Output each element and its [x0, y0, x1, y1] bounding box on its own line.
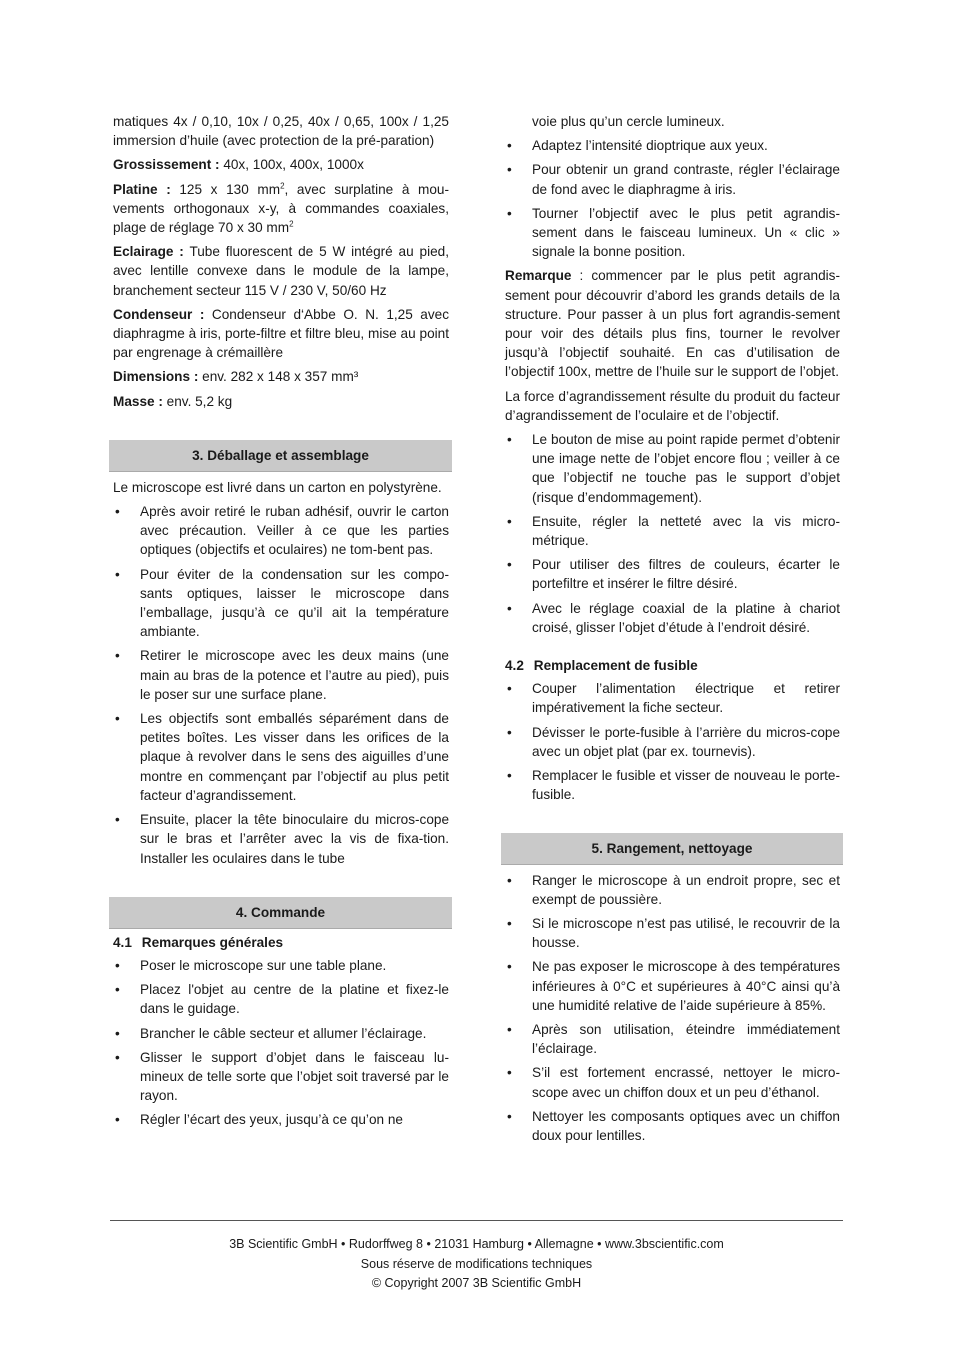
- section-5-list: [505, 871, 840, 1146]
- spec-dimensions: Dimensions : env. 282 x 148 x 357 mm³: [113, 369, 359, 385]
- list-continuation: voie plus qu’un cercle lumineux.: [532, 114, 725, 129]
- section-3-intro: Le microscope est livré dans un carton en polystyrène.: [113, 479, 442, 495]
- list-item: • Glisser le support d’objet dans le faisceau lu-mineux de telle sorte que l’objet soit traversé par le rayon.: [113, 1048, 449, 1106]
- list-item: • Avec le réglage coaxial de la platine à chariot croisé, glisser l’objet d’étude à l’endroit désiré.: [505, 599, 840, 637]
- spec-grossissement: Grossissement : 40x, 100x, 400x, 1000x: [113, 157, 364, 173]
- spec-eclairage: Eclairage : Tube fluorescent de 5 W intégré au pied, avec lentille convexe dans le module de la lampe, branchement secteur 115 V / 230 V, 50/60 Hz: [113, 244, 449, 298]
- section-3-list: [113, 502, 449, 868]
- list-item: • Tourner l’objectif avec le plus petit agrandis-sement dans le faisceau lumineux. Un « clic » signale la bonne position.: [505, 204, 840, 262]
- list-item: • Placez l'objet au centre de la platine et fixez-le dans le guidage.: [113, 980, 449, 1018]
- list-item: • Remplacer le fusible et visser de nouveau le porte-fusible.: [505, 766, 840, 804]
- list-item: • Couper l’alimentation électrique et retirer impérativement la fiche secteur.: [505, 679, 840, 717]
- section-4-1-list: [113, 956, 449, 1130]
- list-item: • Retirer le microscope avec les deux mains (une main au bras de la potence et l’autre au pied), puis le poser sur une surface plane.: [113, 646, 449, 704]
- list-item: • Pour éviter de la condensation sur les compo-sants optiques, laisser le microscope dans l’emballage, jusqu’à ce qu’il ait la température ambiante.: [113, 565, 449, 642]
- list-item: • Brancher le câble secteur et allumer l’éclairage.: [113, 1024, 449, 1043]
- footer-notice: Sous réserve de modifications techniques: [360, 1256, 593, 1271]
- section-3-heading: 3. Déballage et assemblage: [109, 440, 452, 472]
- list-item: • Pour utiliser des filtres de couleurs, écarter le portefiltre et insérer le filtre désiré.: [505, 555, 840, 593]
- list-item: • Les objectifs sont emballés séparément dans de petites boîtes. Les visser dans les orifices de la plaque à revolver dans le sens des aiguilles d’une montre en commençant par l’objectif au plus petit facteur d’agrandissement.: [113, 709, 449, 805]
- list-item: • Ensuite, régler la netteté avec la vis micro-métrique.: [505, 512, 840, 550]
- remarque-paragraph: Remarque : commencer par le plus petit agrandis-sement pour découvrir d’abord les grands details de la structure. Pour passer à un plus fort agrandis-sement pour voir des détails plus fins, tourner le revolver jusqu’à l’objectif souhaité. En cas d’utilisation de l’objectif 100x, mettre de l’huile sur le support de l’objet.: [505, 268, 840, 380]
- spec-platine: Platine : 125 x 130 $mm^2$, avec surplatine à mou-vements orthogonaux x-y, à commandes coaxiales, plage de réglage 70 x 30 $mm^2$: [113, 181, 450, 236]
- list-item: • S’il est fortement encrassé, nettoyer le micro-scope avec un chiffon doux et un peu d’éthanol.: [505, 1063, 840, 1101]
- force-paragraph: La force d’agrandissement résulte du produit du facteur d’agrandissement de l’oculaire et de l’objectif.: [505, 388, 840, 423]
- list-item: • Pour obtenir un grand contraste, régler l’éclairage de fond avec le diaphragme à iris.: [505, 160, 840, 198]
- list-item: • Si le microscope n’est pas utilisé, le recouvrir de la housse.: [505, 914, 840, 952]
- list-item: • Poser le microscope sur une table plane.: [113, 956, 449, 975]
- list-item: • Ranger le microscope à un endroit propre, sec et exempt de poussière.: [505, 871, 840, 909]
- spec-condenseur: Condenseur : Condenseur d‘Abbe O. N. 1,25 avec diaphragme à iris, porte-filtre et filtre bleu, mise au point par engrenage à crémaillère: [113, 306, 450, 361]
- list-item: • Régler l’écart des yeux, jusqu’à ce qu’on ne: [113, 1110, 449, 1129]
- footer-address: 3B Scientific GmbH • Rudorffweg 8 • 21031 Hamburg • Allemagne • www.3bscientific.com: [229, 1237, 724, 1251]
- list-item: • Après avoir retiré le ruban adhésif, ouvrir le carton avec précaution. Veiller à ce que les parties optiques (objectifs et oculaires) ne tom-bent pas.: [113, 502, 449, 560]
- section-4-1-list-continued: [505, 136, 840, 261]
- subsection-4-1-heading: 4.1 Remarques générales: [113, 934, 284, 950]
- list-item: • Adaptez l’intensité dioptrique aux yeux.: [505, 136, 840, 155]
- left-column: [113, 112, 449, 1135]
- list-item: • Nettoyer les composants optiques avec un chiffon doux pour lentilles.: [505, 1107, 840, 1145]
- section-4-heading: 4. Commande: [109, 897, 452, 929]
- footer-copyright: © Copyright 2007 3B Scientific GmbH: [371, 1276, 582, 1290]
- right-column: [505, 112, 840, 1150]
- subsection-4-2-heading: 4.2 Remplacement de fusible: [505, 658, 698, 674]
- spec-masse: Masse : env. 5,2 kg: [113, 393, 233, 409]
- section-5-heading: 5. Rangement, nettoyage: [501, 833, 843, 865]
- page-footer: [110, 1235, 843, 1294]
- list-item: • Ne pas exposer le microscope à des températures inférieures à 0°C et supérieures à 40°C ainsi qu’à une humidité relative de l’aide supérieure à 85%.: [505, 957, 840, 1015]
- list-item: • Ensuite, placer la tête binoculaire du micros-cope sur le bras et l’arrêter avec la vis de fixa-tion. Installer les oculaires dans le tube: [113, 810, 449, 868]
- list-item: • Dévisser le porte-fusible à l’arrière du micros-cope avec un objet plat (par ex. tournevis).: [505, 723, 840, 761]
- footer-divider: [110, 1220, 843, 1221]
- list-item: • Après son utilisation, éteindre immédiatement l’éclairage.: [505, 1020, 840, 1058]
- specs-continuation: matiques 4x / 0,10, 10x / 0,25, 40x / 0,65, 100x / 1,25 immersion d’huile (avec protection de la pré-paration): [113, 114, 449, 149]
- list-item: • Le bouton de mise au point rapide permet d’obtenir une image nette de l’objet encore flou ; veiller à ce que l’objectif ne touche pas le support d’objet (risque d’endommagement).: [505, 430, 840, 507]
- section-4-2-list: [505, 679, 840, 804]
- focus-list: [505, 430, 840, 637]
